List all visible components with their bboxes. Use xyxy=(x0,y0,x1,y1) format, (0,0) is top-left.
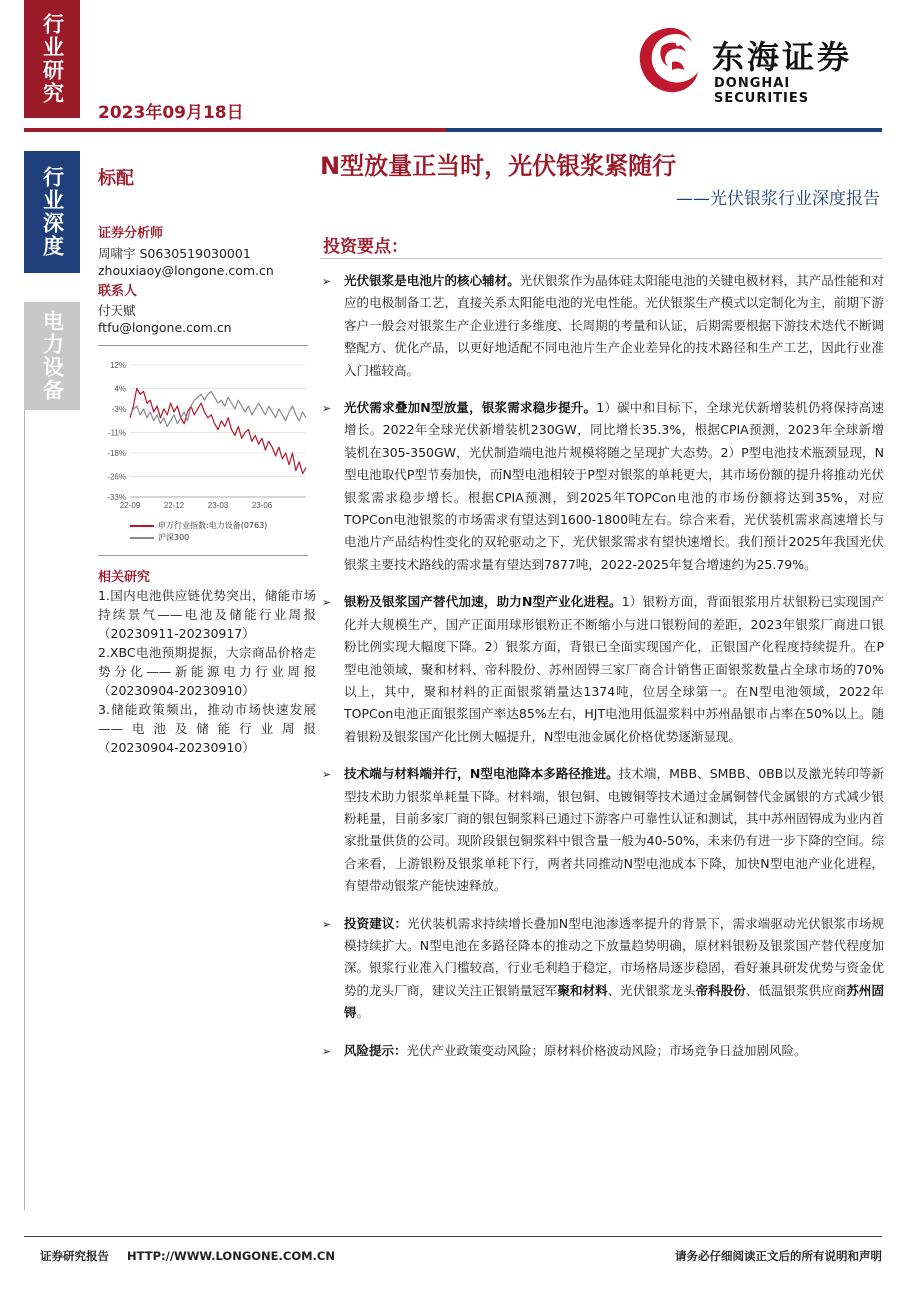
investment-point-body: 光伏产业政策变动风险；原材料价格波动风险；市场竞争日益加剧风险。 xyxy=(406,1042,807,1058)
investment-point-text xyxy=(344,1040,884,1063)
investment-point-lead: 光伏需求叠加N型放量，银浆需求稳步提升。 xyxy=(344,400,597,416)
legend-swatch-power-index xyxy=(130,525,154,527)
investment-point-body: 光伏装机需求持续增长叠加N型电池渗透率提升的背景下，需求端驱动光伏银浆市场规模持续扩大。N型电池在多路径降本的推动之下放量趋势明确，原材料银粉及银浆国产替代程度加深。银浆行业准入门槛较高，行业毛利趋于稳定，市场格局逐步稳固，看好兼具研发优势与资金优势的龙头厂商，建议关注正银销量冠军 xyxy=(344,915,884,998)
analyst-email: zhouxiaoy@longone.com.cn xyxy=(98,263,274,278)
investment-point xyxy=(322,913,884,1025)
side-tab-industry-research-label: 行业研究 xyxy=(40,13,65,105)
footer-disclaimer: 请务必仔细阅读正文后的所有说明和声明 xyxy=(675,1249,882,1263)
header-rule-red xyxy=(24,128,446,132)
chart-y-tick-label: 4% xyxy=(114,384,126,394)
investment-point-lead: 投资建议： xyxy=(344,915,408,931)
investment-point-lead: 银粉及银浆国产替代加速，助力N型产业化进程。 xyxy=(344,594,622,610)
bullet-arrow-icon: ➢ xyxy=(322,596,332,610)
investment-point-text xyxy=(344,763,884,897)
side-divider xyxy=(24,410,25,1210)
logo-name-en: DONGHAI SECURITIES xyxy=(714,76,810,106)
side-tab-industry-depth-label: 行业深度 xyxy=(40,166,65,258)
company-logo xyxy=(632,22,882,104)
report-title: N型放量正当时，光伏银浆紧随行 xyxy=(320,152,677,180)
related-research-list xyxy=(98,586,316,757)
investment-point-lead: 技术端与材料端并行，N型电池降本多路径推进。 xyxy=(344,766,619,782)
chart-y-tick-label: -33% xyxy=(107,493,126,502)
footer-rule xyxy=(24,1236,882,1237)
related-research-heading: 相关研究 xyxy=(98,570,151,585)
investment-point-text xyxy=(344,591,884,748)
investment-point-body: 光伏银浆作为晶体硅太阳能电池的关键电极材料，其产品性能和对应的电极制备工艺，直接关系太阳能电池的光电性能。光伏银浆生产模式以定制化为主，前期下游客户一般会对银浆生产企业进行多维度、长周期的考量和认证，后期需要根据下游技术迭代不断调整配方、优化产品，以更好地适配不同电池片生产企业差异化的技术路径和生产工艺，因此行业准入门槛较高。 xyxy=(344,273,884,378)
chart-legend xyxy=(130,520,267,544)
industry-rating: 标配 xyxy=(98,168,134,189)
bullet-arrow-icon: ➢ xyxy=(322,917,332,931)
contact-name: 付天赋 xyxy=(98,303,136,318)
investment-point-body: 1）碳中和目标下，全球光伏新增装机仍将保持高速增长。2022年全球光伏新增装机230GW，同比增长35.3%，根据CPIA预测，2023年全球新增装机在305-350GW，光伏制造端电池片规模将随之呈现扩大态势。2）P型电池技术瓶颈显现，N型电池取代P型节奏加快，而N型电池相较于P型对银浆的单耗更大，其市场份额的提升将推动光伏银浆需求稳步增长。根据CPIA预测，到2025年TOPCon电池的市场份额将达到35%，对应TOPCon电池银浆的市场需求有望达到1600-1800吨左右。综合来看，光伏装机需求高速增长与电池片产品结构性变化的双轮驱动之下，光伏银浆需求有望快速增长。我们预计2025年我国光伏银浆主要技术路线的需求量有望达到7877吨，2022-2025年复合增速约为25.79%。 xyxy=(344,400,884,572)
logo-name-cn: 东海证券 xyxy=(712,38,853,76)
side-tab-power-equipment-label: 电力设备 xyxy=(40,310,65,402)
legend-swatch-csi300 xyxy=(130,537,154,539)
footer-url-link[interactable]: HTTP://WWW.LONGONE.COM.CN xyxy=(127,1249,335,1263)
chart-x-tick-label: 22-09 xyxy=(119,501,141,510)
investment-divider xyxy=(320,258,882,259)
dragon-logo-icon xyxy=(632,22,704,102)
investment-point-text xyxy=(344,270,884,382)
performance-chart-svg xyxy=(94,355,316,520)
stock-name-highlight: 帝科股份 xyxy=(695,982,746,998)
contact-heading: 联系人 xyxy=(98,284,138,299)
investment-point-body: 1）银粉方面，背面银浆用片状银粉已实现国产化并大规模生产，国产正面用球形银粉正不断缩小与进口银粉间的差距，2023年银浆厂商进口银粉比例实现大幅度下降。2）银浆方面，背银已全面实现国产化，正银国产化程度持续提升。在P型电池领域，聚和材料、帝科股份、苏州固锝三家厂商合计销售正面银浆数量占全球市场的70%以上，其中，聚和材料的正面银浆销量达1374吨，位居全球第一。在N型电池领域，2022年TOPCon电池正面银浆国产率达85%左右，HJT电池用低温浆料中苏州晶银市占率在50%以上。随着银粉及银浆国产化比例大幅提升，N型电池金属化价格优势逐渐显现。 xyxy=(344,594,884,744)
investment-points xyxy=(322,270,884,1078)
investment-point-text xyxy=(344,397,884,576)
side-tab-power-equipment xyxy=(24,302,80,410)
bullet-arrow-icon: ➢ xyxy=(322,275,332,288)
report-date: 2023年09月18日 xyxy=(98,103,244,123)
side-tab-industry-depth xyxy=(24,151,80,273)
legend-label-power-index: 申万行业指数:电力设备(0763) xyxy=(158,521,268,530)
bullet-arrow-icon: ➢ xyxy=(322,1044,332,1058)
chart-x-tick-label: 22-12 xyxy=(163,501,185,510)
header-rule-blue xyxy=(446,128,882,132)
left-divider-bottom xyxy=(98,555,308,556)
legend-label-csi300: 沪深300 xyxy=(158,533,190,542)
legend-item-csi300 xyxy=(130,532,267,544)
analyst-heading: 证券分析师 xyxy=(98,226,164,241)
chart-y-tick-label: -11% xyxy=(107,428,126,438)
investment-point xyxy=(322,270,884,382)
related-research-item[interactable]: 1.国内电池供应链优势突出，储能市场持续景气——电池及储能行业周报（20230911-20230917） xyxy=(98,588,316,641)
investment-point-lead: 光伏银浆是电池片的核心辅材。 xyxy=(344,273,520,288)
footer-left xyxy=(40,1248,335,1264)
investment-point-body: 、低温银浆供应商 xyxy=(745,982,847,998)
footer-report-label: 证券研究报告 xyxy=(40,1249,109,1263)
side-tab-industry-research xyxy=(24,0,80,118)
investment-point-body: 。 xyxy=(356,1005,370,1021)
legend-item-power-index xyxy=(130,520,267,532)
contact-email: ftfu@longone.com.cn xyxy=(98,320,232,335)
investment-point-body: 、光伏银浆龙头 xyxy=(607,982,696,998)
investment-point-body: 技术端，MBB、SMBB、0BB以及激光转印等新型技术助力银浆单耗量下降。材料端，银包铜、电镀铜等技术通过金属铜替代金属银的方式减少银粉耗量，目前多家厂商的银包铜浆料已通过下游客户可靠性认证和测试，其中苏州固锝成为业内首家批量供货的公司。现阶段银包铜浆料中银含量一般为40-50%，未来仍有进一步下降的空间。综合来看，上游银粉及银浆单耗下行，两者共同推动N型电池成本下降，加快N型电池产业化进程，有望带动银浆产能快速释放。 xyxy=(344,766,884,894)
analyst-name-cert: 周啸宇 S0630519030001 xyxy=(98,246,251,261)
chart-x-tick-label: 23-06 xyxy=(251,501,273,510)
performance-chart xyxy=(94,355,316,545)
investment-point xyxy=(322,591,884,748)
investment-heading: 投资要点： xyxy=(323,237,408,257)
stock-name-highlight: 苏州固锝 xyxy=(344,982,884,1021)
investment-point-text xyxy=(344,913,884,1025)
chart-y-tick-label: -26% xyxy=(107,472,126,482)
related-research-item[interactable]: 2.XBC电池预期提振，大宗商品价格走势分化——新能源电力行业周报（20230904-20230910） xyxy=(98,645,316,698)
investment-point-lead: 风险提示： xyxy=(344,1042,407,1058)
bullet-arrow-icon: ➢ xyxy=(322,402,332,416)
chart-y-tick-label: -18% xyxy=(107,449,126,458)
chart-y-tick-label: 12% xyxy=(109,361,126,370)
chart-series-power-index xyxy=(130,388,306,473)
report-subtitle: ——光伏银浆行业深度报告 xyxy=(676,189,880,209)
chart-y-tick-label: -3% xyxy=(111,405,126,414)
chart-x-tick-label: 23-03 xyxy=(207,501,229,510)
bullet-arrow-icon: ➢ xyxy=(322,768,332,782)
investment-point xyxy=(322,763,884,897)
left-divider-top xyxy=(98,345,308,346)
stock-name-highlight: 聚和材料 xyxy=(557,982,608,998)
investment-point xyxy=(322,1040,884,1063)
investment-point xyxy=(322,397,884,576)
related-research-item[interactable]: 3.储能政策频出，推动市场快速发展——电池及储能行业周报（20230904-20230910） xyxy=(98,702,316,755)
